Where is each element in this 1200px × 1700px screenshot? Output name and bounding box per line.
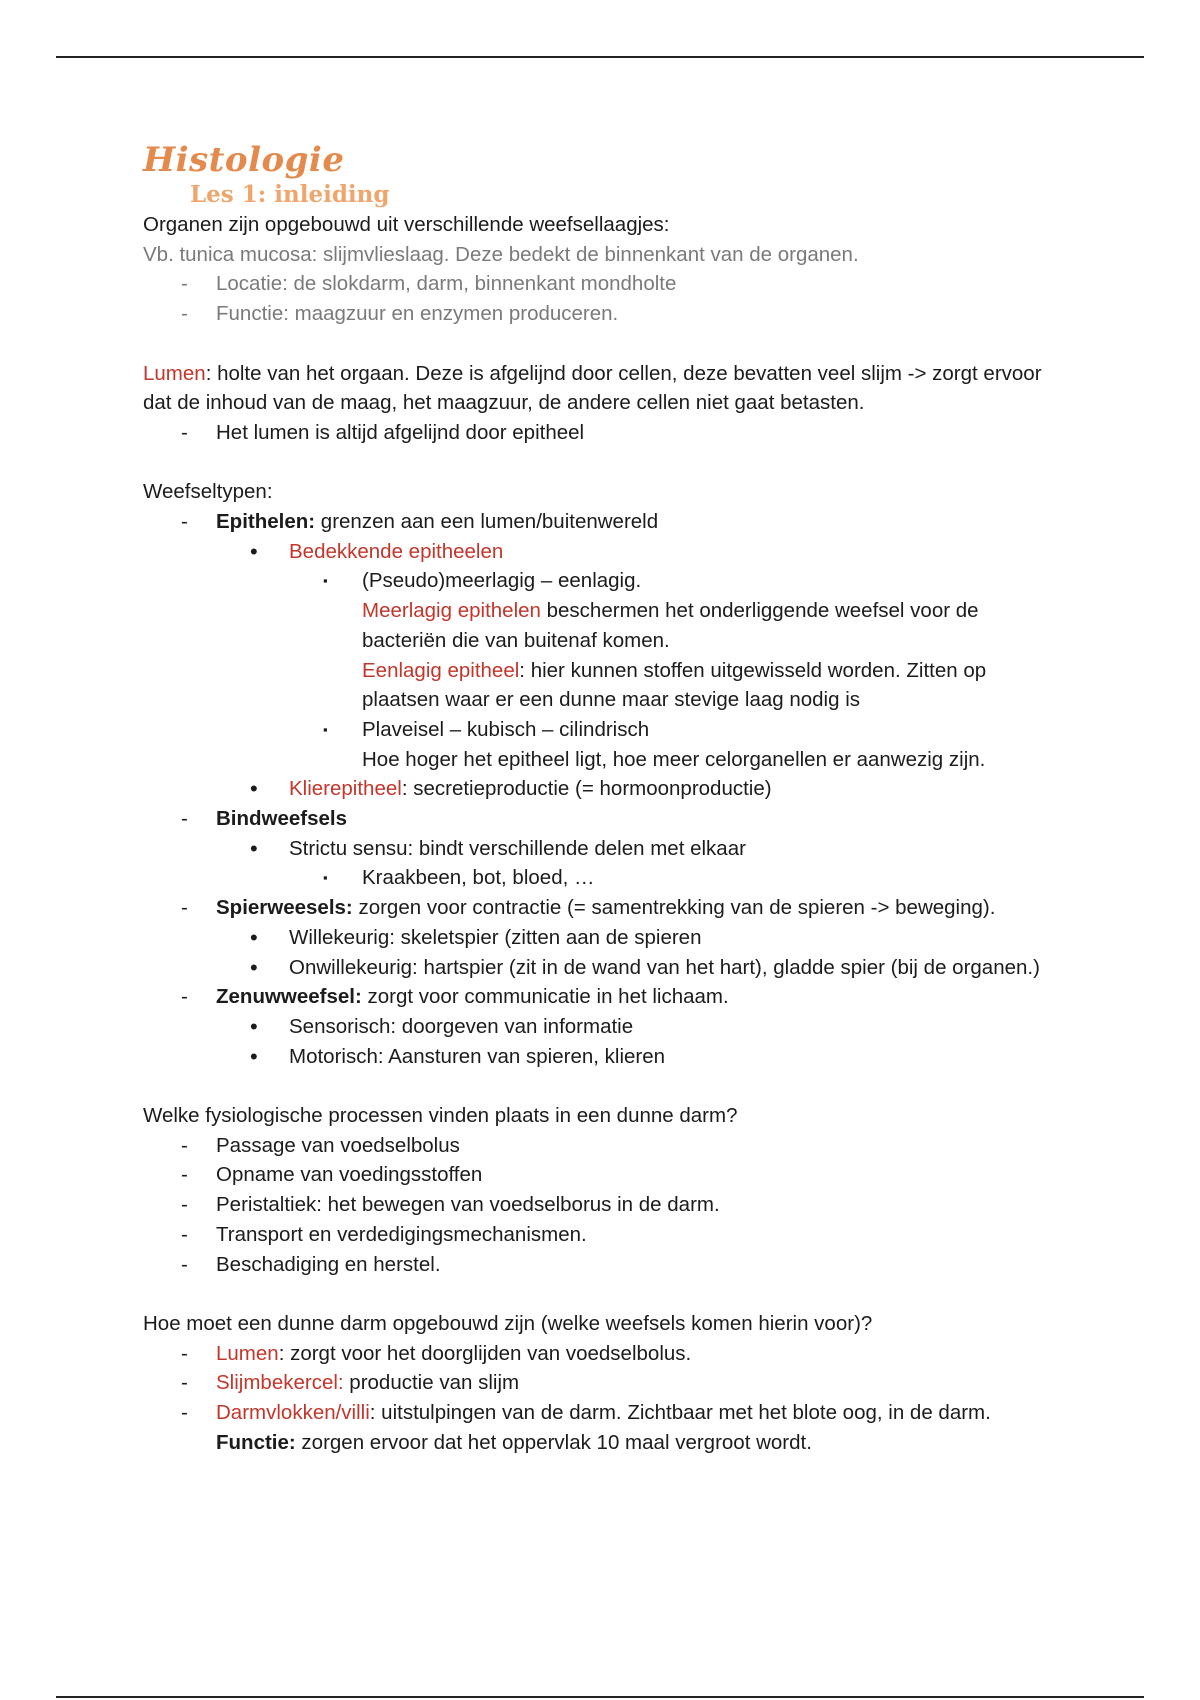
list-item: - Transport en verdedigingsmechanismen. <box>181 1222 587 1246</box>
section-heading: Weefseltypen: <box>143 480 273 504</box>
list-item: - Slijmbekercel: productie van slijm <box>181 1371 520 1395</box>
list-item: • Strictu sensu: bindt verschillende delen met elkaar <box>250 835 746 861</box>
list-item-note: Hoe hoger het epitheel ligt, hoe meer celorganellen er aanwezig zijn. <box>362 747 986 771</box>
list-item: • Motorisch: Aansturen van spieren, klieren <box>250 1043 666 1069</box>
list-item: • Willekeurig: skeletspier (zitten aan de spieren <box>250 924 702 950</box>
list-item-note: Eenlagig epitheel: hier kunnen stoffen uitgewisseld worden. Zitten op plaatsen waar er een dunne maar stevige laag nodig is <box>362 658 987 712</box>
list-item: - Darmvlokken/villi: uitstulpingen van de darm. Zichtbaar met het blote oog, in de darm. Functie: zorgen ervoor dat het oppervlak 10 maal vergroot wordt. <box>181 1401 991 1454</box>
list-item: - Zenuwweefsel: zorgt voor communicatie in het lichaam. <box>181 985 729 1009</box>
intro-text: Organen zijn opgebouwd uit verschillende weefsellaagjes: <box>143 213 670 236</box>
list-item: • Sensorisch: doorgeven van informatie <box>250 1013 634 1039</box>
list-item: - Passage van voedselbolus <box>181 1133 460 1157</box>
page-title: Histologie <box>143 140 345 180</box>
processen-question: Welke fysiologische processen vinden plaats in een dunne darm? <box>143 1104 738 1128</box>
list-item: - Lumen: zorgt voor het doorglijden van voedselbolus. <box>181 1341 692 1365</box>
bottom-rule <box>56 1696 1144 1698</box>
list-item: • Bedekkende epitheelen <box>250 538 504 564</box>
list-item: • Onwillekeurig: hartspier (zit in de wand van het hart), gladde spier (bij de organen.) <box>250 954 1040 980</box>
document-page <box>143 140 1063 1457</box>
list-item: - Peristaltiek: het bewegen van voedselborus in de darm. <box>181 1193 720 1217</box>
list-item: ▪ Plaveisel – kubisch – cilindrisch <box>323 717 650 741</box>
list-item: ▪ (Pseudo)meerlagig – eenlagig. <box>323 569 642 593</box>
lumen-paragraph: Lumen: holte van het orgaan. Deze is afgelijnd door cellen, deze bevatten veel slijm -> zorgt ervoor dat de inhoud van de maag, het maagzuur, de andere cellen niet gaat betasten. <box>143 361 1042 415</box>
example-text: Vb. tunica mucosa: slijmvlieslaag. Deze bedekt de binnenkant van de organen. <box>143 242 859 266</box>
list-item-note: Meerlagig epithelen beschermen het onderliggende weefsel voor de bacteriën die van buitenaf komen. <box>362 599 979 652</box>
list-item: - Spierweesels: zorgen voor contractie (= samentrekking van de spieren -> beweging). <box>181 896 996 920</box>
list-item: - Opname van voedingsstoffen <box>181 1163 483 1187</box>
list-item: - Locatie: de slokdarm, darm, binnenkant mondholte <box>181 272 677 296</box>
list-item: • Klierepitheel: secretieproductie (= hormoonproductie) <box>250 776 772 802</box>
list-item: ▪ Kraakbeen, bot, bloed, … <box>323 866 595 890</box>
list-item: - Epithelen: grenzen aan een lumen/buitenwereld <box>181 510 659 533</box>
list-item: - Functie: maagzuur en enzymen produceren. <box>181 302 619 326</box>
page-subtitle: Les 1: inleiding <box>190 181 390 208</box>
top-rule <box>56 56 1144 58</box>
opbouw-question: Hoe moet een dunne darm opgebouwd zijn (welke weefsels komen hierin voor)? <box>143 1311 873 1335</box>
list-item: - Beschadiging en herstel. <box>181 1252 441 1276</box>
list-item: - Bindweefsels <box>181 807 348 831</box>
list-item: - Het lumen is altijd afgelijnd door epitheel <box>181 420 585 444</box>
